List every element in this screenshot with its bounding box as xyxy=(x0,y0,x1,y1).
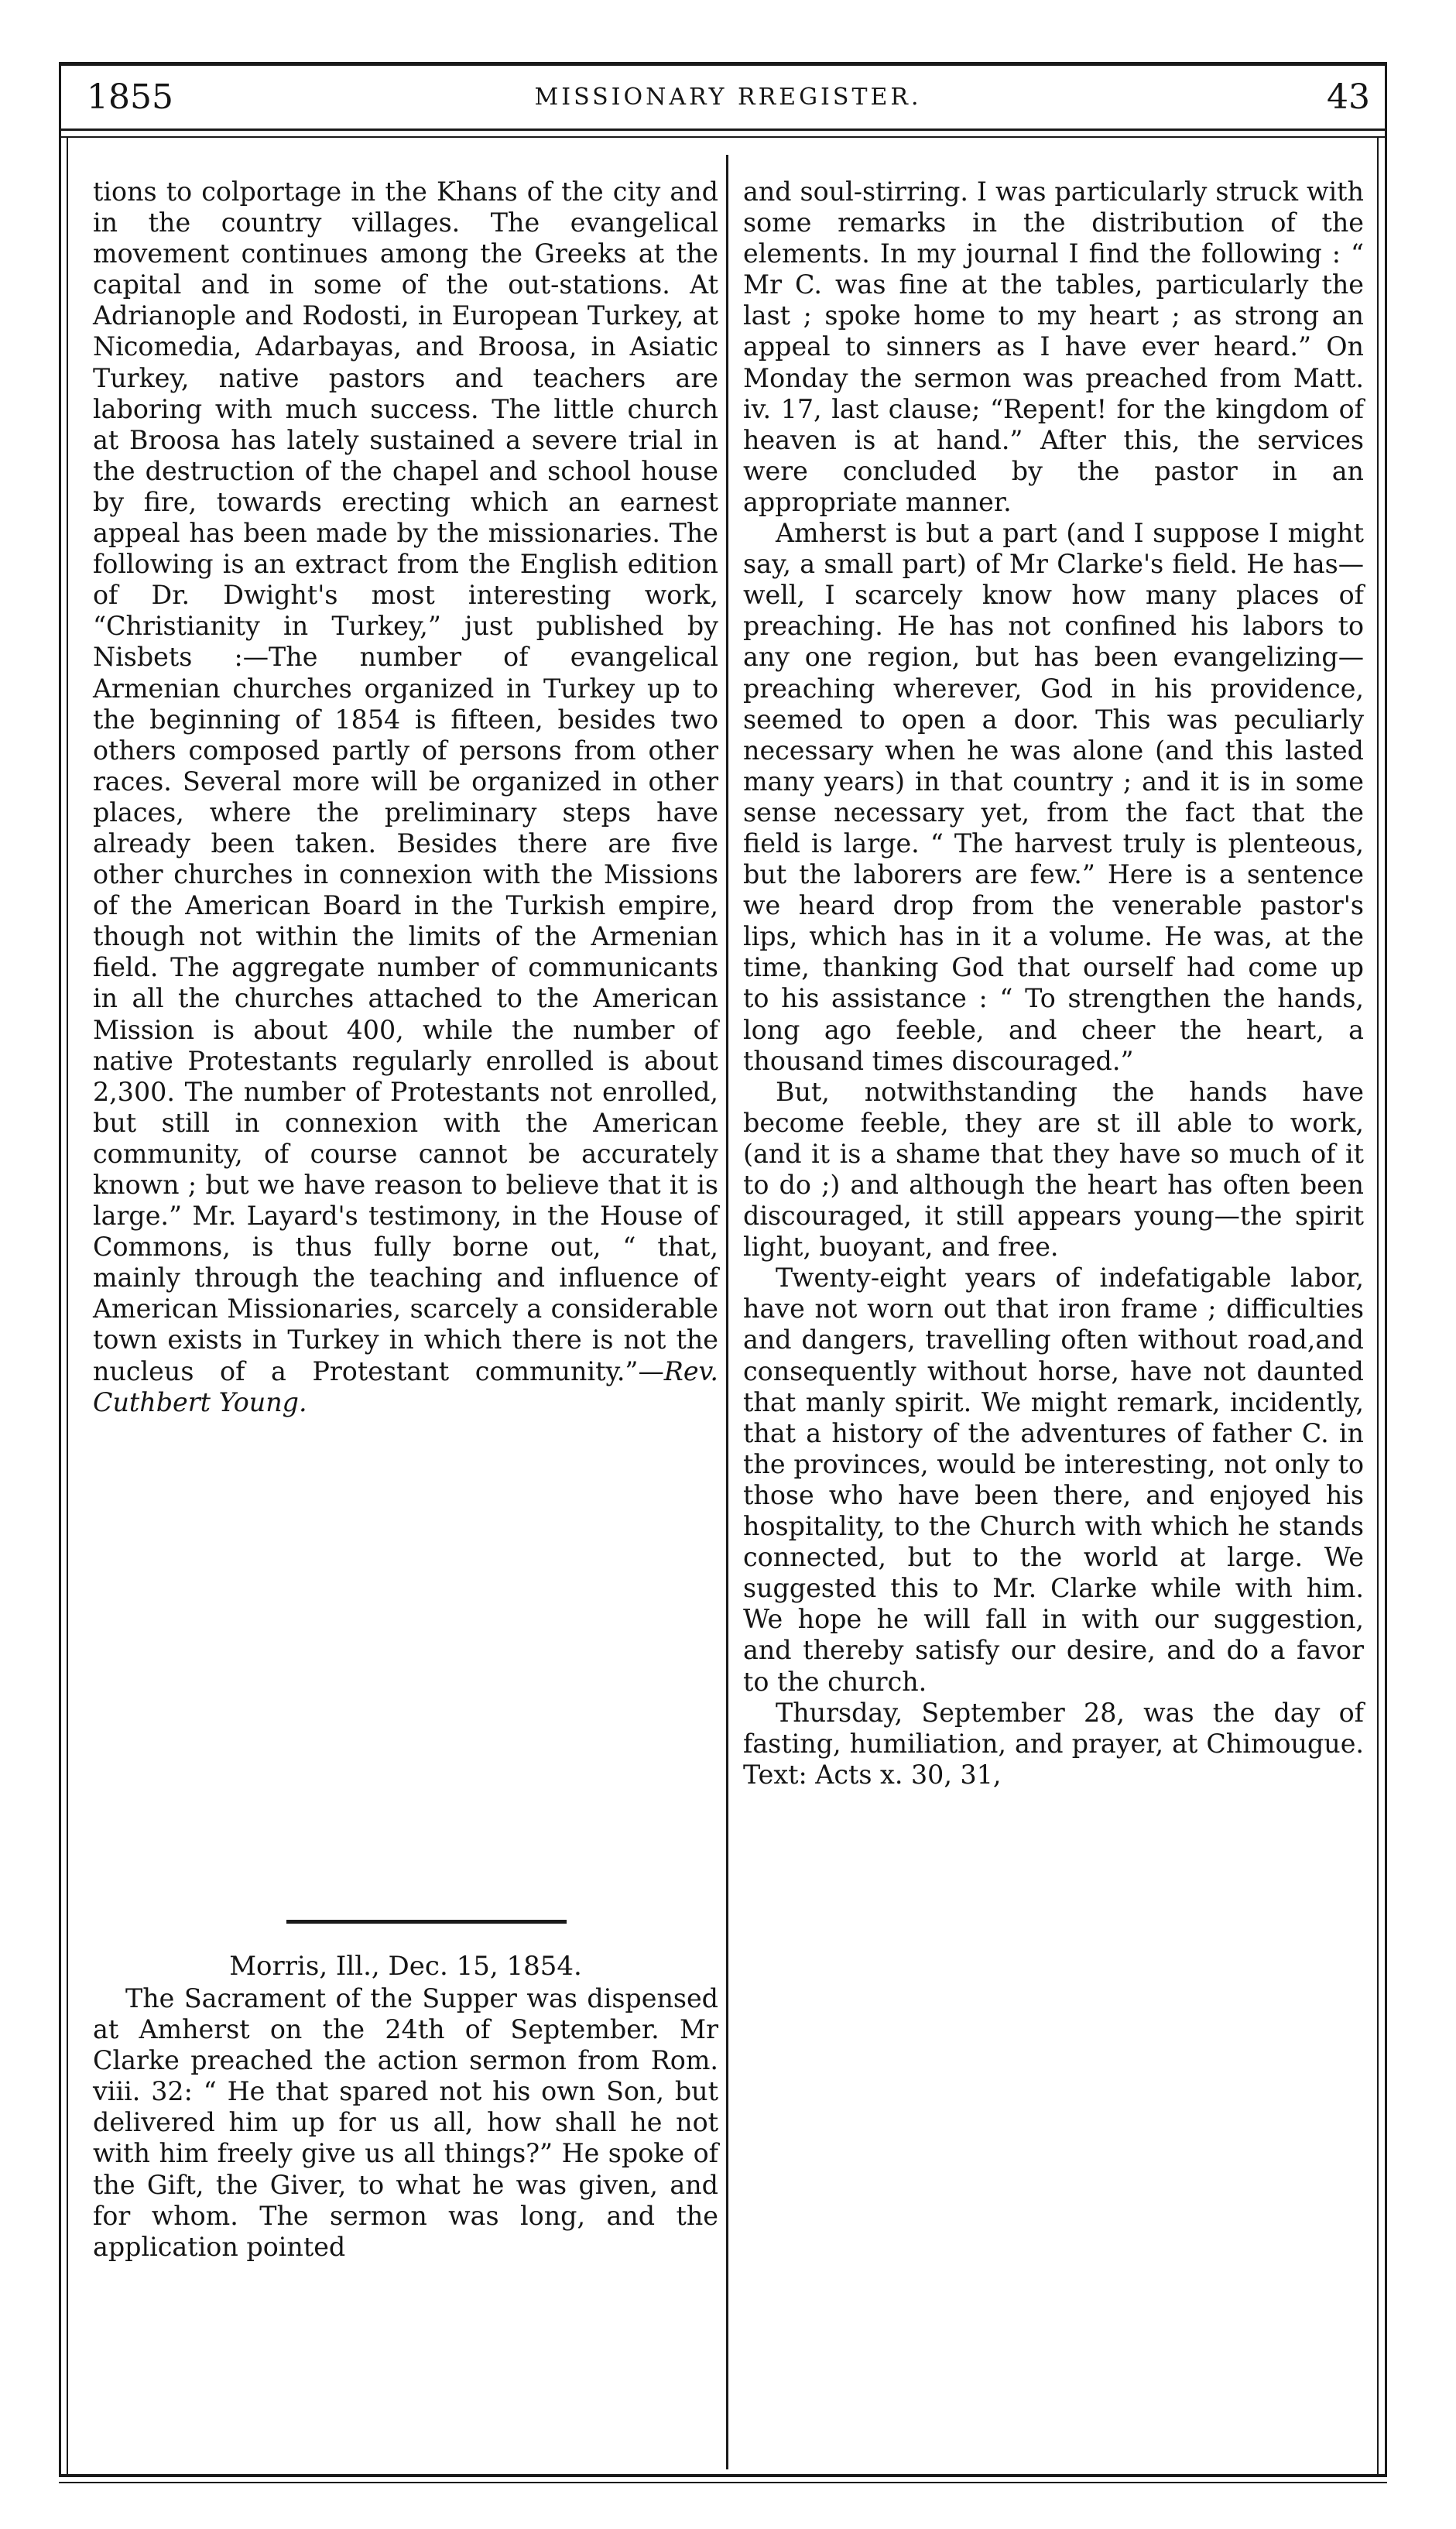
left-paragraph-1-text: tions to colportage in the Khans of the city and in the country villages. The evangelical movement continues among the Greeks at the capital and in some of the out-stations. At Adrianople and Rodosti, in European Turkey, at Nicomedia, Adarbayas, and Broosa, in Asiatic Turkey, native pastors and teachers are laboring with much success. The little church at Broosa has lately sustained a severe trial in the destruction of the chapel and school house by fire, towards erecting which an earnest appeal has been made by the missionaries. The following is an extract from the English edition of Dr. Dwight's most interesting work, “Christianity in Turkey,” just published by Nisbets :—The number of evangelical Armenian churches organized in Turkey up to the beginning of 1854 is fifteen, besides two others composed partly of persons from other races. Several more will be organized in other places, where the preliminary steps have already been taken. Besides there are five other churches in connexion with the Missions of the American Board in the Turkish empire, though not within the limits of the Armenian field. The aggregate number of communicants in all the churches attached to the American Mission is about 400, while the number of native Protestants regularly enrolled is about 2,300. The number of Protestants not enrolled, but still in connexion with the American community, of course cannot be accurately known ; but we have reason to believe that it is large.” Mr. Layard's testimony, in the House of Commons, is thus fully borne out, “ that, mainly through the teaching and influence of American Missionaries, scarcely a considerable town exists in Turkey in which there is not the nucleus of a Protestant community.”— xyxy=(93,176,718,1386)
right-paragraph-2: Amherst is but a part (and I suppose I might say, a small part) of Mr Clarke's field. He has—well, I scarcely know how many places of preaching. He has not confined his labors to any one region, but has been evangelizing—preaching wherever, God in his providence, seemed to open a door. This was peculiarly necessary when he was alone (and this lasted many years) in that country ; and it is in some sense necessary yet, from the fact that the field is large. “ The harvest truly is plenteous, but the laborers are few.” Here is a sentence we heard drop from the venerable pastor's lips, which has in it a volume. He was, at the time, thanking God that ourself had come up to his assistance : “ To strengthen the hands, long ago feeble, and cheer the heart, a thousand times discouraged.” xyxy=(743,518,1364,1076)
left-column xyxy=(93,176,718,1418)
left-column-article xyxy=(93,1983,718,2263)
header-page-number: 43 xyxy=(1327,77,1370,117)
header-divider-rule xyxy=(59,129,1387,131)
section-separator-rule xyxy=(286,1920,567,1924)
bottom-border-rule xyxy=(59,2474,1387,2477)
right-paragraph-4: Twenty-eight years of indefatigable labor, have not worn out that iron frame ; difficulties and dangers, travelling often without road,and consequently without horse, have not daunted that manly spirit. We might remark, incidently, that a history of the adventures of father C. in the provinces, would be interesting, not only to those who have been there, and enjoyed his hospitality, to the Church with which he stands connected, but to the world at large. We suggested this to Mr. Clarke while with him. We hope he will fall in with our suggestion, and thereby satisfy our desire, and do a favor to the church. xyxy=(743,1263,1364,1697)
right-paragraph-1: and soul-stirring. I was particularly struck with some remarks in the distribution of the elements. In my journal I find the following : “ Mr C. was fine at the tables, particularly the last ; spoke home to my heart ; as strong an appeal to sinners as I have ever heard.” On Monday the sermon was preached from Matt. iv. 17, last clause; “Repent! for the kingdom of heaven is at hand.” After this, the services were concluded by the pastor in an appropriate manner. xyxy=(743,176,1364,517)
right-paragraph-5: Thursday, September 28, was the day of fasting, humiliation, and prayer, at Chimougue. Text: Acts x. 30, 31, xyxy=(743,1697,1364,1790)
right-column xyxy=(743,176,1364,1791)
header-year: 1855 xyxy=(87,77,173,117)
right-border-rule xyxy=(1385,62,1387,2477)
left-paragraph-2: The Sacrament of the Supper was dispensed at Amherst on the 24th of September. Mr Clarke preached the action sermon from Rom. viii. 32: “ He that spared not his own Son, but delivered him up for us all, how shall he not with him freely give us all things?” He spoke of the Gift, the Giver, to what he was given, and for whom. The sermon was long, and the application pointed xyxy=(93,1983,718,2262)
header-divider-rule-2 xyxy=(59,136,1387,138)
top-border-rule xyxy=(59,62,1387,66)
right-border-rule-inner xyxy=(1377,136,1379,2477)
header-title: MISSIONARY RREGISTER. xyxy=(534,84,922,111)
right-paragraph-3: But, notwithstanding the hands have become feeble, they are st ill able to work, (and it is a shame that they have so much of it to do ;) and although the heart has often been discouraged, it still appears young—the spirit light, buoyant, and free. xyxy=(743,1076,1364,1263)
column-divider-rule xyxy=(726,155,728,2469)
dateline: Morris, Ill., Dec. 15, 1854. xyxy=(229,1951,582,1982)
left-border-rule xyxy=(59,62,61,2477)
signature: Rev. Cuthbert Young. xyxy=(93,1355,718,1417)
left-border-rule-inner xyxy=(67,136,68,2477)
bottom-border-rule-2 xyxy=(59,2482,1387,2483)
left-paragraph-1 xyxy=(93,176,718,1418)
